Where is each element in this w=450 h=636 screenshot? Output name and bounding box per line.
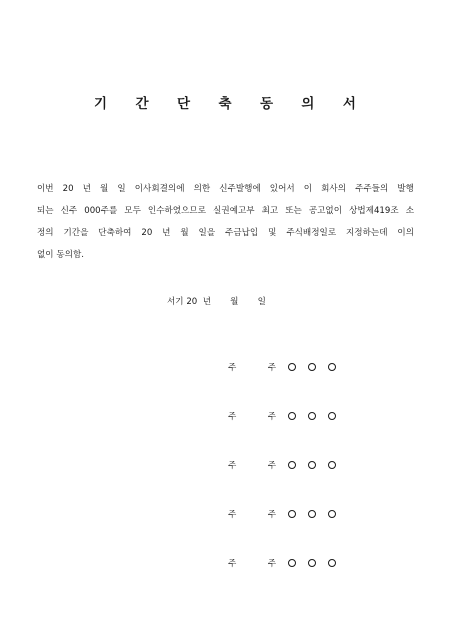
circle-placeholder-icon (308, 412, 316, 420)
shareholder-label (228, 361, 276, 373)
body-word: 정의 (37, 228, 54, 238)
shareholder-label-char: 주 (228, 412, 237, 422)
shareholder-signature-row (228, 557, 336, 569)
body-line: 없이 동의함. (37, 250, 84, 260)
body-word: 주금납입 (225, 228, 259, 238)
circle-placeholder-icon (328, 412, 336, 420)
body-word: 20 (62, 184, 74, 194)
shareholder-label (228, 557, 276, 569)
shareholder-label-char: 주 (267, 412, 276, 422)
shareholder-label-char: 주 (228, 461, 237, 471)
body-word: 주주들의 (355, 184, 389, 194)
body-word: 회사의 (321, 184, 347, 194)
shareholder-signature-row (228, 508, 336, 520)
body-word: 신주 (60, 206, 78, 216)
circle-placeholder-icon (308, 363, 316, 371)
body-word: 000주를 (84, 206, 118, 216)
title-char: 축 (218, 96, 232, 112)
body-line (37, 200, 414, 222)
title-char: 의 (301, 96, 315, 112)
shareholder-label-char: 주 (228, 510, 237, 520)
shareholder-signature-row (228, 459, 336, 471)
body-line (37, 222, 414, 244)
body-word: 되는 (37, 206, 54, 216)
body-word: 이사회결의에 (134, 184, 185, 194)
shareholder-signature-row (228, 361, 336, 373)
body-word: 공고없이 (308, 206, 343, 216)
shareholder-label-char: 주 (267, 363, 276, 373)
body-word: 신주발행에 (219, 184, 261, 194)
body-word: 20 (141, 228, 153, 238)
name-placeholder-marks (288, 510, 336, 518)
circle-placeholder-icon (308, 559, 316, 567)
body-line (37, 178, 414, 200)
shareholder-label (228, 508, 276, 520)
body-word: 일 (117, 184, 126, 194)
body-word: 있어서 (269, 184, 295, 194)
date-line: 서기 20 년 월 일 (167, 297, 266, 307)
circle-placeholder-icon (288, 363, 296, 371)
title-char: 서 (342, 96, 356, 112)
title-char: 기 (94, 96, 108, 112)
body-word: 의한 (193, 184, 211, 194)
body-word: 기간을 (63, 228, 89, 238)
body-word: 소 (405, 206, 414, 216)
circle-placeholder-icon (288, 461, 296, 469)
body-word: 최고 (261, 206, 279, 216)
body-word: 단축하여 (98, 228, 132, 238)
circle-placeholder-icon (328, 363, 336, 371)
consent-body-text (37, 178, 414, 266)
title-char: 동 (259, 96, 273, 112)
body-word: 모두 (124, 206, 141, 216)
circle-placeholder-icon (328, 510, 336, 518)
body-word: 년 (82, 184, 91, 194)
body-word: 및 (268, 228, 277, 238)
circle-placeholder-icon (288, 510, 296, 518)
body-word: 지정하는데 (346, 228, 388, 238)
shareholder-label-char: 주 (267, 461, 276, 471)
body-word: 이번 (37, 184, 54, 194)
body-word: 월 (100, 184, 109, 194)
circle-placeholder-icon (328, 461, 336, 469)
name-placeholder-marks (288, 363, 336, 371)
shareholder-label (228, 410, 276, 422)
name-placeholder-marks (288, 461, 336, 469)
shareholder-label (228, 459, 276, 471)
body-word: 인수하였으므로 (147, 206, 207, 216)
circle-placeholder-icon (308, 510, 316, 518)
shareholder-label-char: 주 (228, 559, 237, 569)
name-placeholder-marks (288, 412, 336, 420)
body-word: 월 (180, 228, 189, 238)
name-placeholder-marks (288, 559, 336, 567)
title-char: 간 (135, 96, 149, 112)
body-word: 실권예고부 (213, 206, 255, 216)
circle-placeholder-icon (328, 559, 336, 567)
title-char: 단 (176, 96, 191, 112)
document-title (0, 92, 450, 112)
shareholder-label-char: 주 (228, 363, 237, 373)
shareholder-signature-row (228, 410, 336, 422)
body-word: 일을 (198, 228, 216, 238)
body-word: 이의 (397, 228, 414, 238)
circle-placeholder-icon (308, 461, 316, 469)
body-word: 이 (303, 184, 313, 194)
body-word: 주식배정일로 (286, 228, 337, 238)
body-word: 상법제419조 (349, 206, 399, 216)
title-characters (94, 92, 356, 112)
circle-placeholder-icon (288, 559, 296, 567)
body-word: 또는 (285, 206, 302, 216)
body-word: 발행 (397, 184, 414, 194)
shareholder-label-char: 주 (267, 510, 276, 520)
body-word: 년 (162, 228, 171, 238)
circle-placeholder-icon (288, 412, 296, 420)
shareholder-label-char: 주 (267, 559, 276, 569)
